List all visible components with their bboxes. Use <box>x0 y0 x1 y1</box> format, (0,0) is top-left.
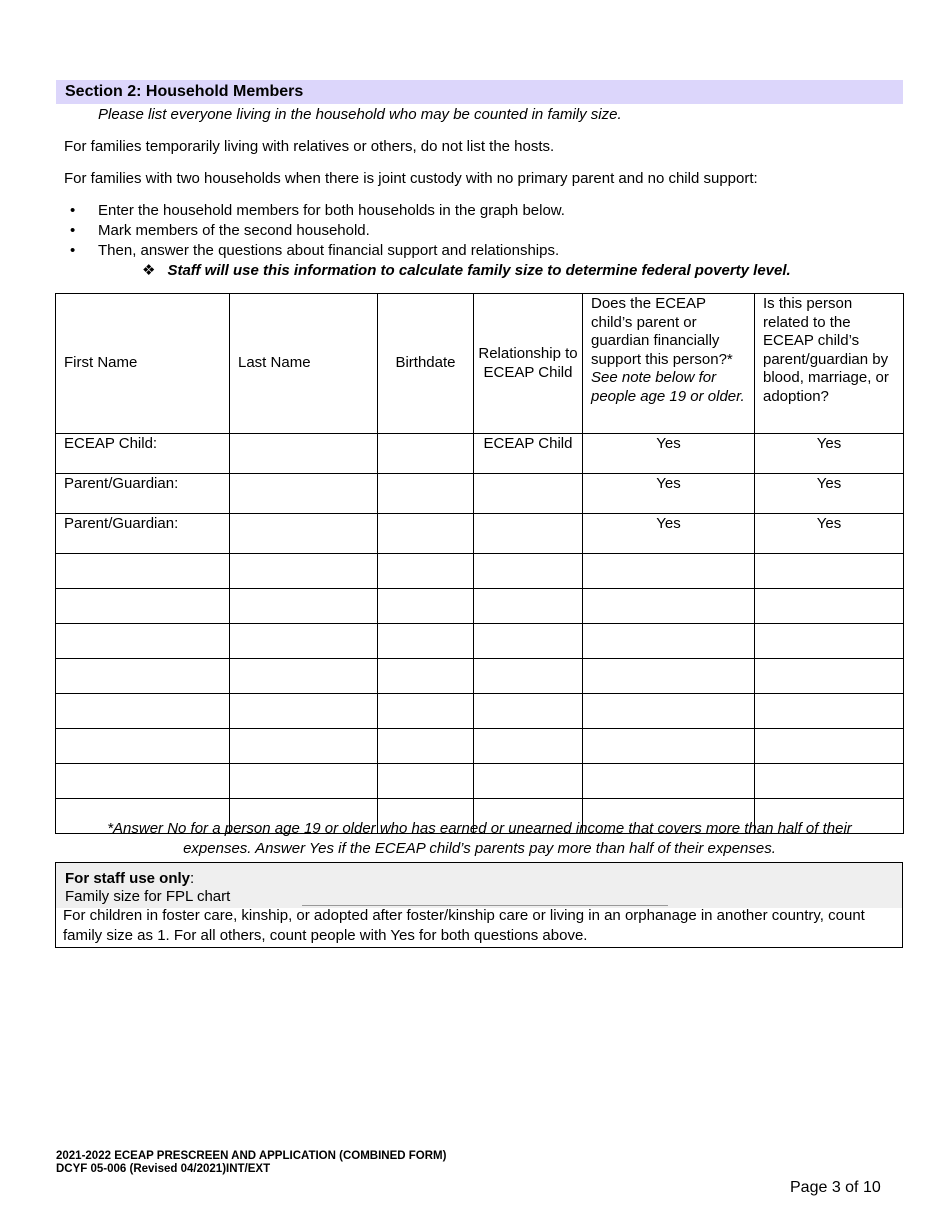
cell-financial-support[interactable] <box>583 554 755 589</box>
cell-last-name[interactable] <box>230 434 378 474</box>
bullet-icon: • <box>70 242 76 259</box>
list-item-text: Mark members of the second household. <box>98 222 370 239</box>
footnote-line-2: expenses. Answer Yes if the ECEAP child’s parents pay more than half of their expenses. <box>183 840 776 857</box>
cell-first-name: Parent/Guardian: <box>56 474 230 514</box>
cell-financial-support[interactable] <box>583 659 755 694</box>
table-row <box>56 434 904 474</box>
cell-first-name: Parent/Guardian: <box>56 514 230 554</box>
diamond-bullet-icon: ❖ <box>142 262 156 279</box>
cell-first-name[interactable] <box>56 554 230 589</box>
financial-support-note: See note below for people age 19 or older. <box>591 369 745 405</box>
cell-last-name[interactable] <box>230 624 378 659</box>
cell-relationship[interactable] <box>474 589 583 624</box>
cell-last-name[interactable] <box>230 659 378 694</box>
financial-support-question: Does the ECEAP child’s parent or guardian financially support this person?* <box>591 295 733 368</box>
cell-last-name[interactable] <box>230 694 378 729</box>
cell-relationship[interactable] <box>474 764 583 799</box>
cell-first-name[interactable] <box>56 764 230 799</box>
cell-related: Yes <box>755 474 904 514</box>
table-row <box>56 659 904 694</box>
table-row <box>56 729 904 764</box>
cell-birthdate[interactable] <box>378 659 474 694</box>
cell-related[interactable] <box>755 694 904 729</box>
table-row <box>56 589 904 624</box>
cell-financial-support[interactable] <box>583 589 755 624</box>
cell-financial-support[interactable] <box>583 729 755 764</box>
cell-last-name[interactable] <box>230 729 378 764</box>
cell-relationship[interactable] <box>474 624 583 659</box>
footer-form-info <box>56 1150 446 1176</box>
cell-birthdate[interactable] <box>378 474 474 514</box>
cell-birthdate[interactable] <box>378 694 474 729</box>
cell-financial-support: Yes <box>583 434 755 474</box>
header-related: Is this person related to the ECEAP child’s parent/guardian by blood, marriage, or adoption? <box>755 294 904 434</box>
cell-first-name[interactable] <box>56 729 230 764</box>
cell-relationship[interactable] <box>474 729 583 764</box>
cell-related[interactable] <box>755 554 904 589</box>
staff-note-text: Staff will use this information to calculate family size to determine federal poverty level. <box>167 262 791 279</box>
cell-birthdate[interactable] <box>378 764 474 799</box>
joint-custody-paragraph: For families with two households when there is joint custody with no primary parent and no child support: <box>64 170 758 187</box>
list-item <box>70 221 565 241</box>
cell-financial-support[interactable] <box>583 694 755 729</box>
cell-financial-support[interactable] <box>583 764 755 799</box>
bullet-icon: • <box>70 202 76 219</box>
cell-related: Yes <box>755 514 904 554</box>
staff-note <box>142 261 791 281</box>
cell-financial-support: Yes <box>583 474 755 514</box>
table-row <box>56 624 904 659</box>
fpl-family-size-label: Family size for FPL chart <box>65 888 231 905</box>
cell-relationship[interactable] <box>474 694 583 729</box>
cell-first-name[interactable] <box>56 659 230 694</box>
staff-use-title-text: For staff use only <box>65 870 191 887</box>
cell-related[interactable] <box>755 589 904 624</box>
footer-form-id: DCYF 05-006 (Revised 04/2021)INT/EXT <box>56 1163 271 1175</box>
cell-related: Yes <box>755 434 904 474</box>
cell-birthdate[interactable] <box>378 729 474 764</box>
cell-first-name[interactable] <box>56 589 230 624</box>
bullet-icon: • <box>70 222 76 239</box>
cell-related[interactable] <box>755 659 904 694</box>
cell-last-name[interactable] <box>230 474 378 514</box>
cell-relationship[interactable] <box>474 659 583 694</box>
household-members-table <box>55 293 904 834</box>
list-item <box>70 201 565 221</box>
page-number: Page 3 of 10 <box>790 1179 881 1196</box>
cell-birthdate[interactable] <box>378 624 474 659</box>
cell-relationship[interactable] <box>474 514 583 554</box>
header-relationship: Relationship to ECEAP Child <box>474 294 583 434</box>
section-intro: Please list everyone living in the household who may be counted in family size. <box>98 106 622 123</box>
header-first-name: First Name <box>56 294 230 434</box>
temporary-living-paragraph: For families temporarily living with relatives or others, do not list the hosts. <box>64 138 555 155</box>
cell-financial-support[interactable] <box>583 624 755 659</box>
staff-use-title-colon: : <box>190 870 195 887</box>
staff-instructions: For children in foster care, kinship, or adopted after foster/kinship care or living in an orphanage in another country, count family size as 1. For all others, count people with Yes for both questions above. <box>63 907 865 944</box>
cell-birthdate[interactable] <box>378 514 474 554</box>
cell-last-name[interactable] <box>230 764 378 799</box>
cell-birthdate[interactable] <box>378 554 474 589</box>
instruction-list <box>70 201 565 261</box>
cell-last-name[interactable] <box>230 554 378 589</box>
cell-last-name[interactable] <box>230 514 378 554</box>
list-item-text: Enter the household members for both households in the graph below. <box>98 202 565 219</box>
staff-use-box <box>55 862 903 948</box>
cell-birthdate[interactable] <box>378 589 474 624</box>
cell-relationship[interactable] <box>474 554 583 589</box>
table-header-row <box>56 294 904 434</box>
table-row <box>56 764 904 799</box>
cell-related[interactable] <box>755 764 904 799</box>
table-row <box>56 474 904 514</box>
cell-first-name[interactable] <box>56 694 230 729</box>
table-row <box>56 694 904 729</box>
cell-related[interactable] <box>755 729 904 764</box>
cell-relationship: ECEAP Child <box>474 434 583 474</box>
list-item-text: Then, answer the questions about financial support and relationships. <box>98 242 560 259</box>
list-item <box>70 241 565 261</box>
table-row <box>56 514 904 554</box>
cell-birthdate[interactable] <box>378 434 474 474</box>
table-row <box>56 554 904 589</box>
section-title: Section 2: Household Members <box>56 80 903 104</box>
header-last-name: Last Name <box>230 294 378 434</box>
staff-use-title <box>65 870 194 888</box>
cell-related[interactable] <box>755 624 904 659</box>
cell-last-name[interactable] <box>230 589 378 624</box>
header-financial-support <box>583 294 755 434</box>
cell-relationship[interactable] <box>474 474 583 514</box>
table-footnote <box>56 819 903 859</box>
footer-form-title: 2021-2022 ECEAP PRESCREEN AND APPLICATION (COMBINED FORM) <box>56 1150 447 1162</box>
header-birthdate: Birthdate <box>378 294 474 434</box>
footnote-line-1: *Answer No for a person age 19 or older who has earned or unearned income that covers more than half of their <box>107 820 852 837</box>
cell-first-name: ECEAP Child: <box>56 434 230 474</box>
cell-first-name[interactable] <box>56 624 230 659</box>
cell-financial-support: Yes <box>583 514 755 554</box>
